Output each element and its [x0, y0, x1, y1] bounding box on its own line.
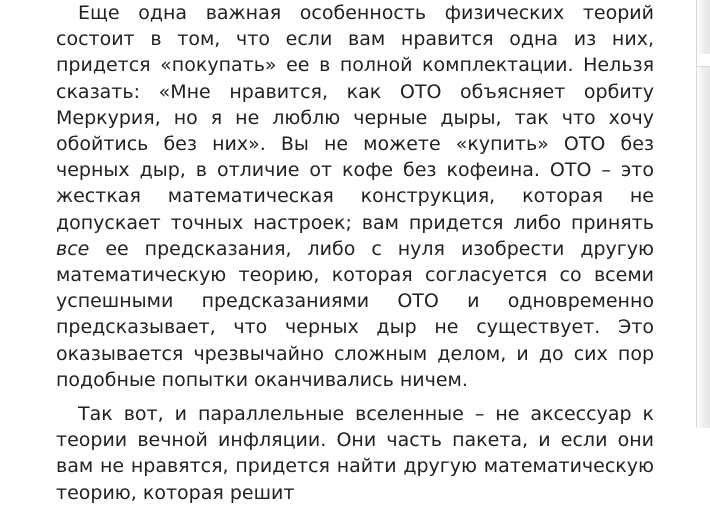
- paragraph-1-emphasis: все: [56, 237, 90, 260]
- text-column: [56, 0, 654, 506]
- paragraph-2-text: Так вот, и параллельные вселенные – не аксессуар к теории вечной инфляции. Они часть пакета, и если они вам не нравятся, придется найти другую математическую теорию, которая решит: [56, 403, 654, 504]
- page-edge: [696, 0, 710, 428]
- paragraph-1-text-b: ее предсказания, либо с нуля изобрести другую математическую теорию, которая согласуется со всеми успешными предсказаниями ОТО и одновременно предсказывает, что черных дыр не существует. Это оказывается чрезвычайно сложным делом, и до сих пор подобные попытки оканчивались ничем.: [56, 237, 654, 391]
- paragraph-1-text-a: Еще одна важная особенность физических теорий состоит в том, что если вам нравится одна из них, придется «покупать» ее в полной комплектации. Нельзя сказать: «Мне нравится, как ОТО объясняет орбиту Меркурия, но я не люблю черные дыры, так что хочу обойтись без них». Вы не можете «купить» ОТО без черных дыр, в отличие от кофе без кофеина. ОТО – это жесткая математическая конструкция, которая не допускает точных настроек; вам придется либо принять: [56, 2, 654, 234]
- page-edge-notch: [697, 54, 710, 67]
- paragraph-1: [56, 0, 654, 393]
- paragraph-2: [56, 401, 654, 506]
